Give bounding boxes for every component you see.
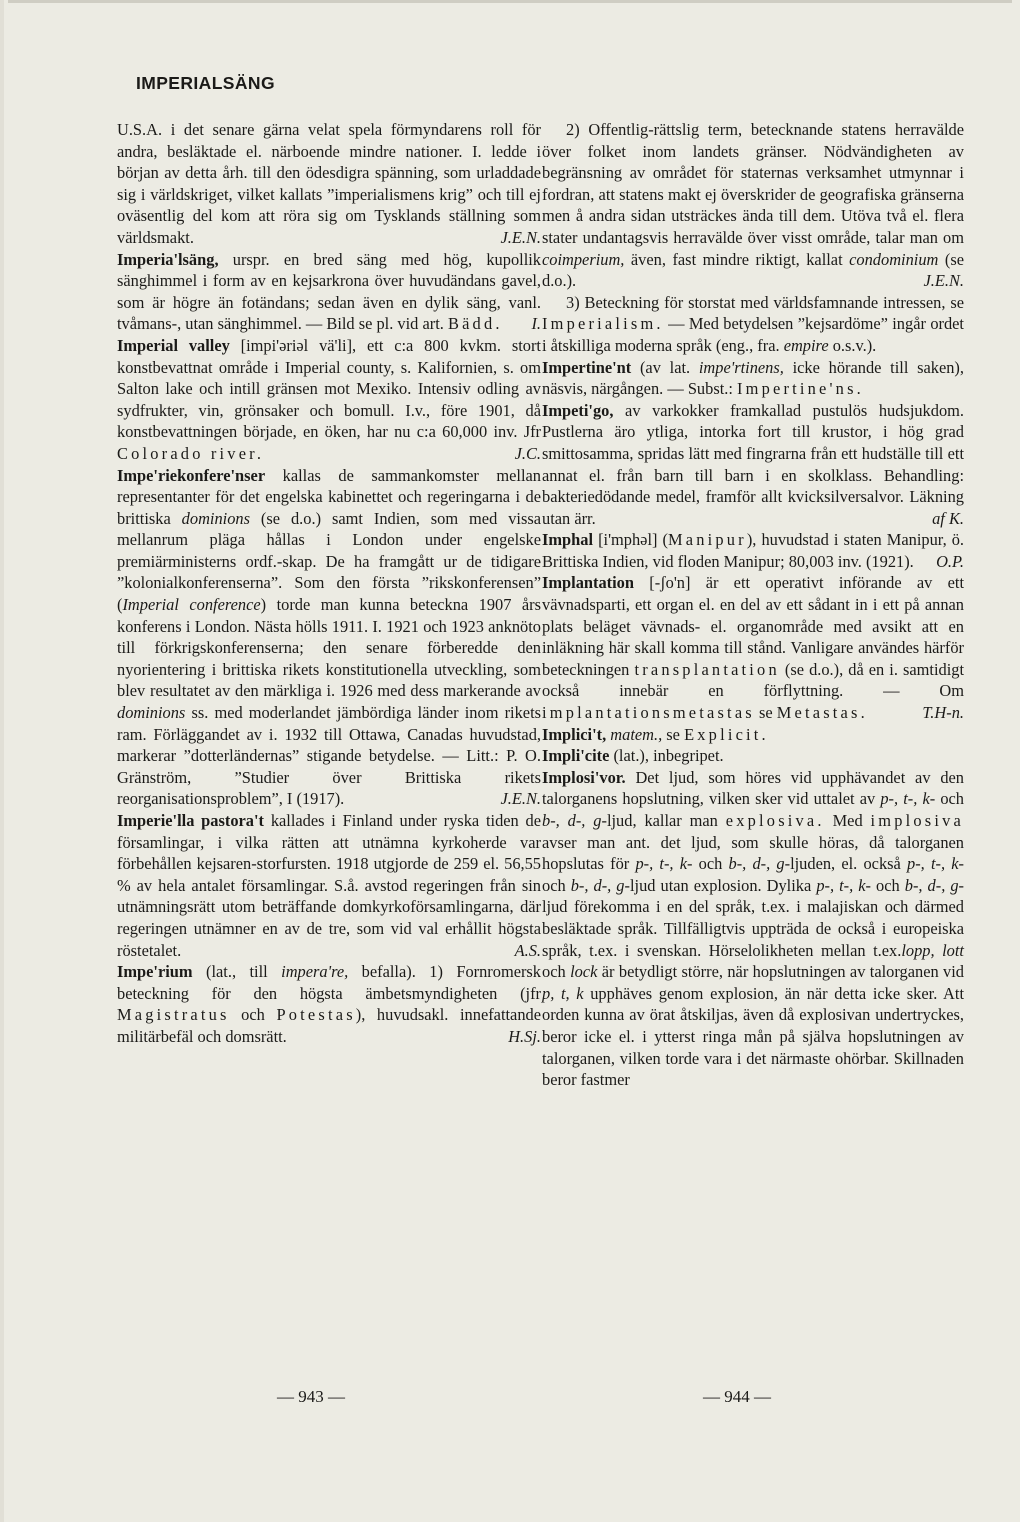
headword: Imperie'lla pastora't (117, 811, 265, 830)
entry-implicit: Implici't, matem., se Explicit. (542, 724, 769, 744)
entry-imperium-sense-2: 2) Offentlig-rättslig term, betecknande statens herravälde över folket inom landets gränser. Nödvändigheten av begränsning av området för staternas verksamhet utmynnar i fordran, att statens makt ej överskrider de geografiska gränserna men å andra sidan utsträckes ända till dem. Utöva två el. flera stater undantagsvis herravälde över visst område, talar man om coimperium, även, fast mindre riktigt, kallat condominium (se d.o.). J.E.N. (542, 120, 964, 291)
author-signature: H.Sj. (508, 1026, 541, 1046)
headword: Impe'rium (117, 962, 193, 982)
entry-imperial-valley: Imperial valley [impi'əriəl vä'li], ett c:a 800 kvkm. stort konstbevattnat område i Imperial county, s. Kalifornien, s. om Salton lake och intill gränsen mot Mexiko. Intensiv odling av sydfrukter, vin, grönsaker och bomull. I.v., före 1901, då konstbevattningen började, en öken, har nu c:a 60,000 inv. Jfr Colorado river. J.C. (117, 335, 541, 463)
headword: Impe'riekonfere'nser (117, 465, 266, 485)
headword: Impeti'go, (542, 400, 614, 420)
author-signature: I. (531, 314, 541, 334)
author-signature: J.E.N. (500, 789, 541, 809)
headword: Imphal (542, 530, 594, 550)
cross-reference: transplantation (634, 659, 780, 679)
left-column (117, 119, 541, 1048)
author-signature: J.C. (514, 443, 541, 463)
author-signature: J.E.N. (923, 271, 964, 291)
entry-imperium: Impe'rium (lat., till impera're, befalla). 1) Fornromersk beteckning för den högsta ämbetsmyndigheten (jfr Magistratus och Potestas), huvudsakl. innefattande militärbefäl och domsrätt. H.Sj. (117, 962, 542, 1046)
entry-implantation: Implantation [-ʃo'n] är ett operativt införande av ett vävnadsparti, ett organ el. en del av ett sådant in i ett på annan plats beläget vävnads- el. organområde med avsikt att en inläkning här skall komma till stånd. Vanligare användes härför beteckningen transplantation (se d.o.), då en i. samtidigt också innebär en förflyttning. — Om implantationsmetastas se Metastas. T.H-n. (542, 573, 964, 723)
scan-left-edge (0, 0, 4, 1522)
entry-impetigo: Impeti'go, av varkokker framkallad pustulös hudsjukdom. Pustlerna äro ytliga, intorka fort till krustor, i hög grad smittosamma, spridas lätt med fingrarna från ett hudställe till ett annat el. från barn till barn i en skolklass. Behandling: bakteriedödande medel, framför allt kvicksilversalvor. Läkning utan ärr. af K. (542, 400, 964, 528)
page-number-left: — 943 — (277, 1387, 345, 1406)
author-signature: af K. (932, 508, 964, 528)
headword: Implosi'vor. (542, 767, 626, 787)
cross-reference: explosiva. (725, 811, 825, 830)
page-number-right: — 944 — (703, 1387, 771, 1406)
author-signature: T.H-n. (922, 703, 964, 723)
cross-reference: implantationsmetastas (542, 703, 755, 723)
headword: Imperial valley (117, 335, 230, 355)
scan-top-edge (8, 0, 1012, 3)
entry-imperium-sense-3: 3) Beteckning för storstat med världsfamnande intressen, se Imperialism. — Med betydelsen ”kejsardöme” ingår ordet i åtskilliga moderna språk (eng., fra. empire o.s.v.). (542, 292, 964, 355)
author-signature: O.P. (936, 551, 964, 571)
cross-reference: Bädd. (447, 314, 503, 334)
headword: Impli'cite (542, 746, 610, 766)
entry-imperiella-pastorat: Imperie'lla pastora't kallades i Finland under ryska tiden de församlingar, i vilka rätten att utnämna kyrkoherde var förbehållen kejsaren-storfursten. 1918 utgjorde de 259 el. 56,55 % av hela antalet församlingar. S.å. avstod regeringen från sin utnämningsrätt utom beträffande domkyrkoförsamlingarna, där regeringen utnämner en av de tre, som vid val erhållit högsta röstetalet. A.S. (117, 811, 541, 960)
running-head: IMPERIALSÄNG (136, 73, 275, 93)
entry-implosivor: Implosi'vor. Det ljud, som höres vid upphävandet av den talorganens hopslutning, vilken sker vid uttalet av p-, t-, k- och b-, d-, g-ljud, kallar man explosiva. Med implosiva avser man ant. det ljud, som skulle höras, då talorganen hopslutas för p-, t-, k- och b-, d-, g-ljuden, el. också p-, t-, k- och b-, d-, g-ljud utan explosion. Dylika p-, t-, k- och b-, d-, g-ljud förekomma i en del språk, t.ex. i malajiskan och därmed besläktade språk. Tillfälligtvis uppträda de också i europeiska språk, t.ex. i svenskan. Hörselolikheten mellan t.ex.lopp, lott och lock är betydligt större, när hopslutningen av talorganen vid p, t, k upphäves genom explosion, än när detta icke sker. Att orden kunna av örat åtskiljas, även då explosivan undertryckes, beror icke el. i ytterst ringa mån på själva hopslutningen av talorganen, vilken torde vara i det närmaste ohörbar. Skillnaden beror fastmer (542, 767, 965, 1090)
headword: Imperia'lsäng, (117, 249, 219, 269)
cross-reference: Magistratus (117, 1005, 230, 1025)
entry-imperialism-continued: U.S.A. i det senare gärna velat spela förmyndarens roll för andra, besläktade el. närboende mindre nationer. I. ledde i början av detta årh. till den ödesdigra spänning, som urladdade sig i världskriget, vilket kallats ”imperialismens krig” och till ej oväsentlig del kom att röra sig om Tysklands ställning som världsmakt. J.E.N. (117, 120, 541, 247)
entry-imperiekonferenser: Impe'riekonfere'nser kallas de sammankomster mellan representanter för det engelska kabinettet och regeringarna i de brittiska dominions (se d.o.) samt Indien, som med vissa mellanrum pläga hållas i London under engelske premiärministerns ordf.-skap. De ha framgått ur de tidigare ”kolonialkonferenserna”. Som den första ”rikskonferensen” (Imperial conference) torde man kunna beteckna 1907 års konferens i London. Nästa hölls 1911. I. 1921 och 1923 anknöto till förkrigskonferenserna; den senare förberedde den nyorientering i brittiska rikets konstitutionella utveckling, som blev resultatet av den märkliga i. 1926 med dess markerande av dominions ss. med moderlandet jämbördiga länder inom rikets ram. Förläggandet av i. 1932 till Ottawa, Canadas huvudstad, markerar ”dotterländernas” stigande betydelse. — Litt.: P. O. Gränström, ”Studier över Brittiska rikets reorganisationsproblem”, I (1917). J.E.N. (117, 465, 541, 809)
cross-reference: Metastas. (776, 703, 868, 723)
headword: Impertine'nt (542, 357, 632, 377)
headword: Implici't, (542, 724, 607, 744)
entry-impertinent: Impertine'nt (av lat. impe'rtinens, icke hörande till saken), näsvis, närgången. — Subst.: Impertine'ns. (542, 357, 964, 399)
cross-reference: Impertine'ns. (737, 379, 864, 399)
cross-reference: Colorado river. (117, 443, 265, 463)
cross-reference: Explicit. (684, 724, 769, 744)
author-signature: J.E.N. (500, 227, 541, 247)
entry-imperialsang: Imperia'lsäng, urspr. en bred säng med hög, kupollik sänghimmel i form av en kejsarkrona över huvudändans gavel, som är högre än fotändans; sedan även en dylik säng, vanl. tvåmans-, utan sänghimmel. — Bild se pl. vid art. Bädd. I. (117, 249, 541, 334)
cross-reference: Manipur (667, 530, 747, 550)
headword: Implantation (542, 573, 634, 593)
entry-implicite: Impli'cite (lat.), inbegripet. (542, 746, 724, 766)
right-column (542, 119, 964, 1091)
entry-imphal: Imphal [i'mphəl] (Manipur), huvudstad i staten Manipur, ö. Brittiska Indien, vid floden Manipur; 80,003 inv. (1921). O.P. (542, 530, 965, 571)
author-signature: A.S. (514, 940, 541, 960)
cross-reference: Imperialism. (542, 314, 664, 334)
cross-reference: Potestas (276, 1005, 356, 1025)
cross-reference: implosiva (870, 811, 964, 830)
